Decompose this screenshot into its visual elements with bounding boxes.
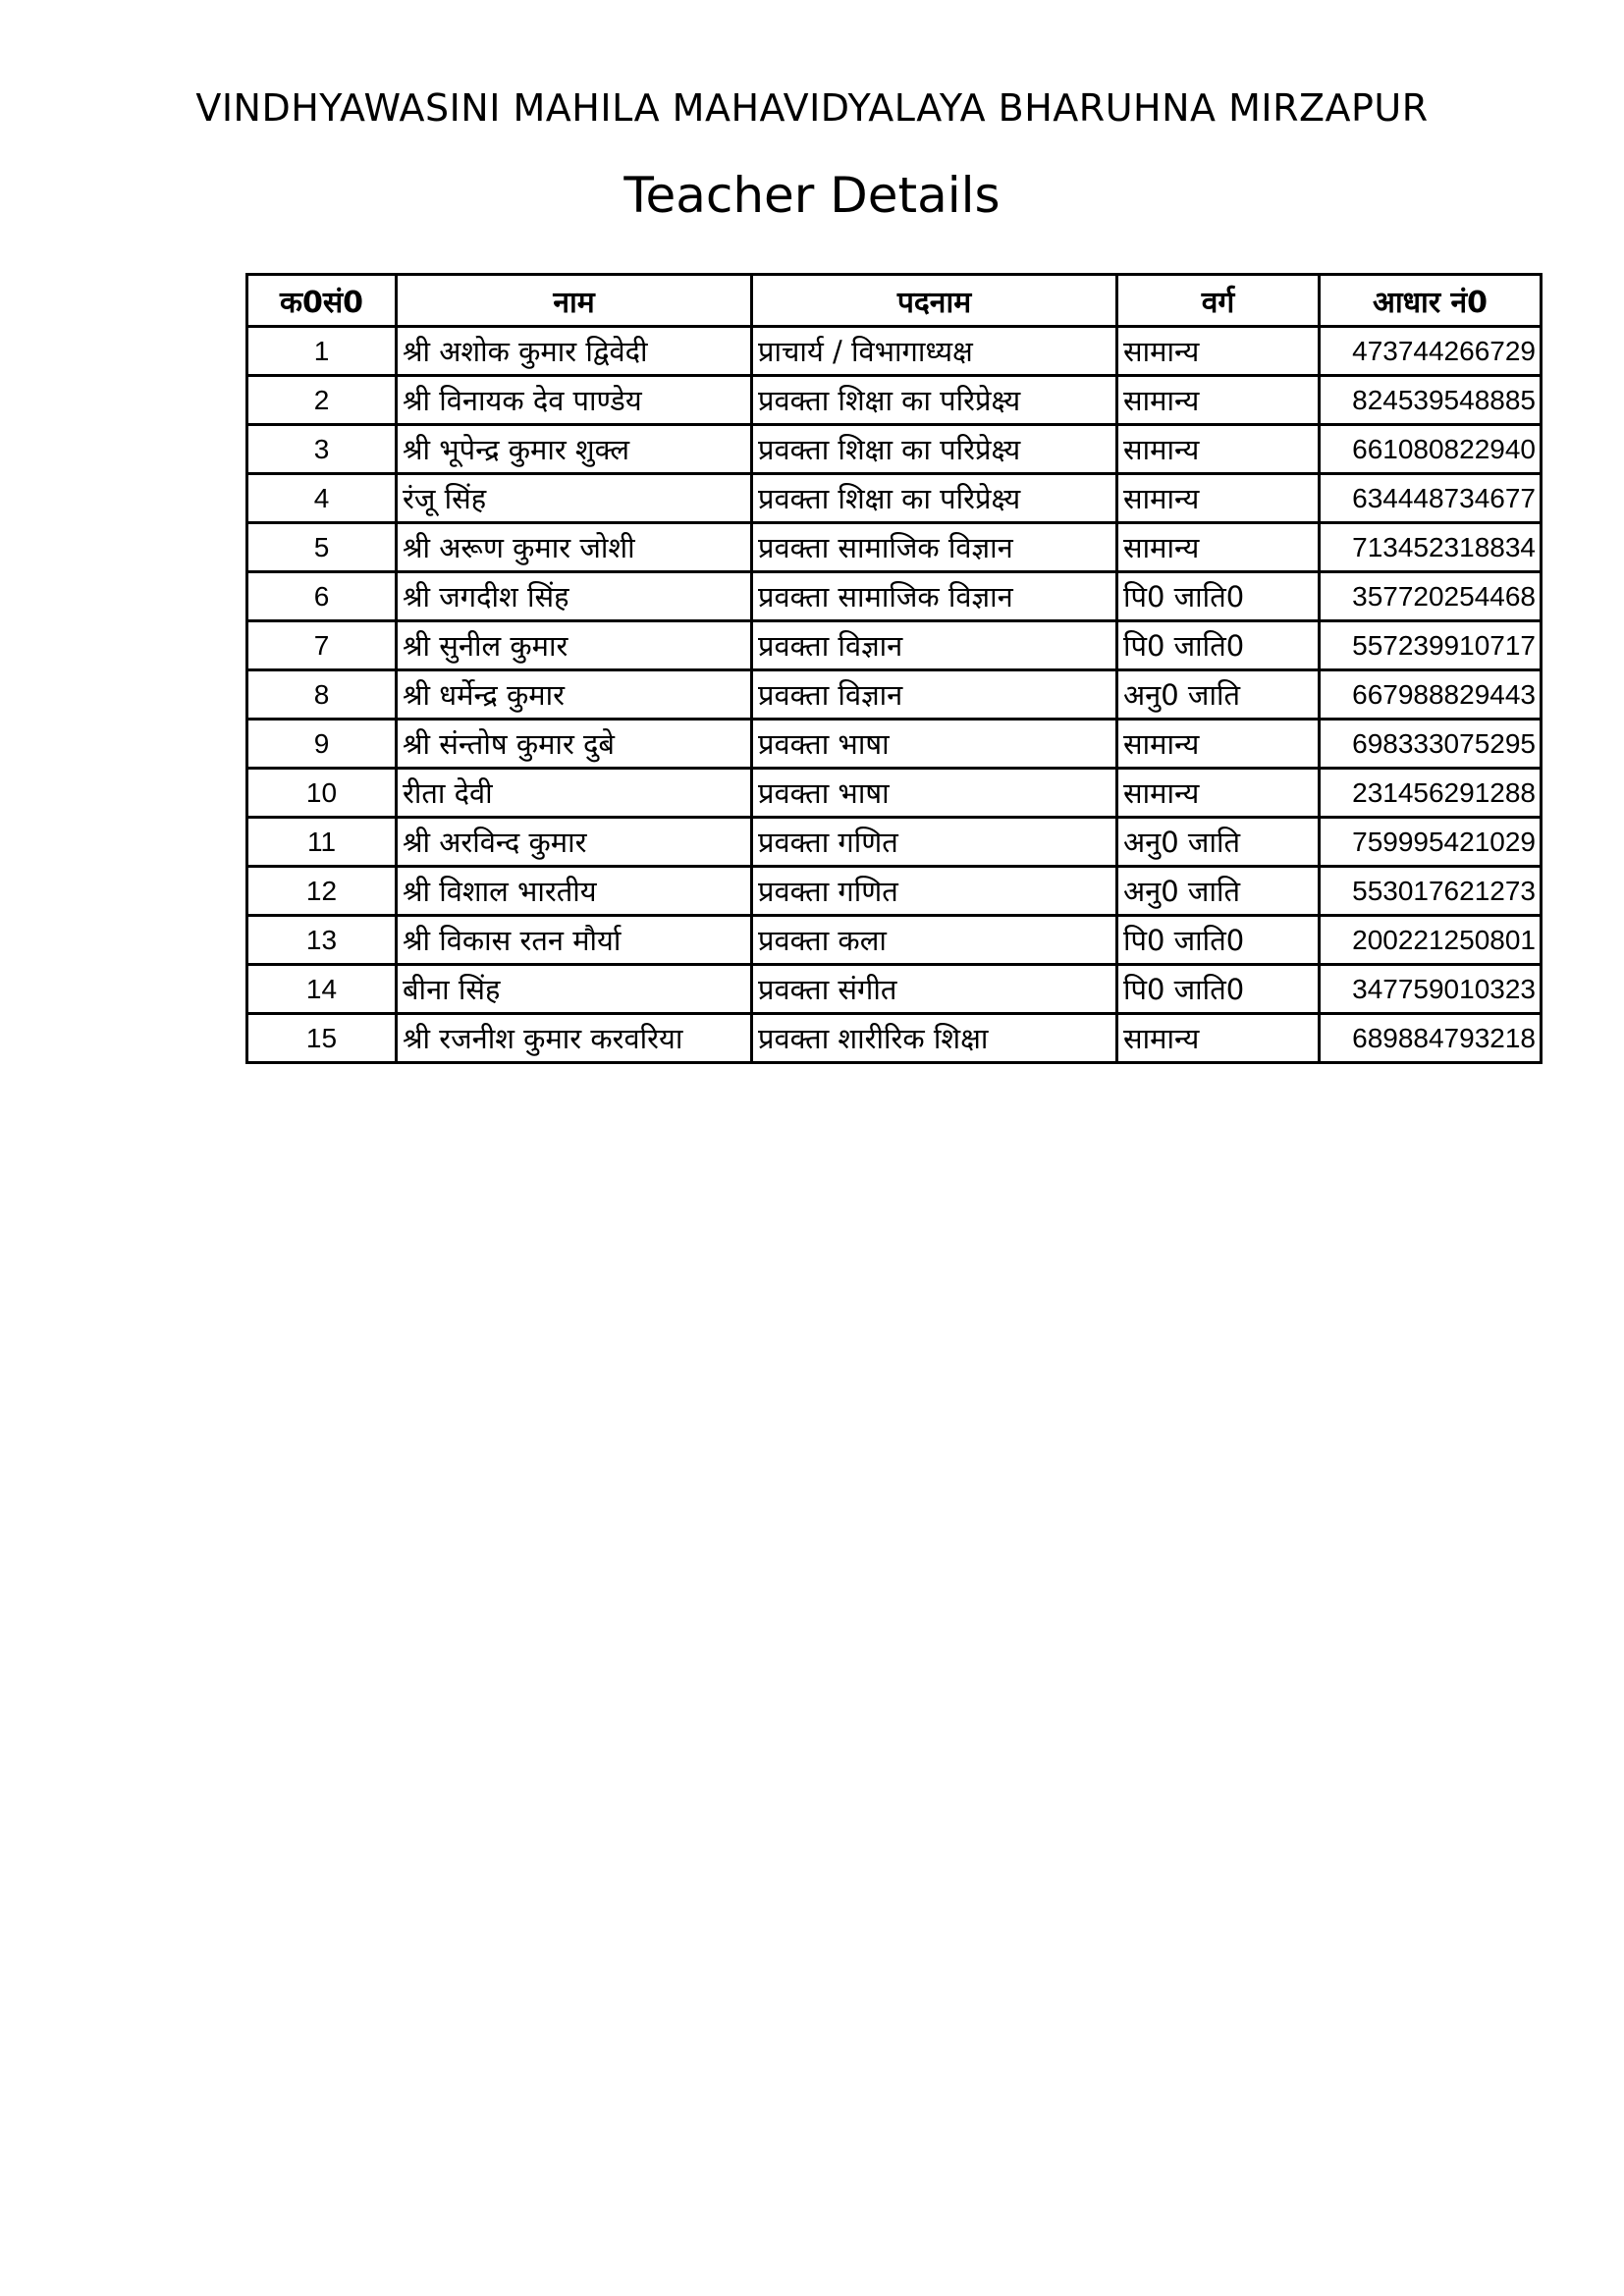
table-row (247, 572, 1542, 621)
name-cell: श्री रजनीश कुमार करवरिया (397, 1014, 752, 1063)
table-row (247, 965, 1542, 1014)
aadhaar-cell: 824539548885 (1320, 376, 1542, 425)
name-cell: श्री अरविन्द कुमार (397, 818, 752, 867)
serial-cell: 8 (247, 670, 397, 720)
name-cell: श्री विनायक देव पाण्डेय (397, 376, 752, 425)
designation-cell: प्रवक्ता कला (752, 916, 1117, 965)
name-cell: श्री अरूण कुमार जोशी (397, 523, 752, 572)
name-cell: श्री विशाल भारतीय (397, 867, 752, 916)
column-header-name: नाम (397, 275, 752, 327)
table-row (247, 916, 1542, 965)
table-row (247, 720, 1542, 769)
serial-cell: 12 (247, 867, 397, 916)
page-title: Teacher Details (623, 167, 1001, 224)
designation-cell: प्राचार्य / विभागाध्यक्ष (752, 327, 1117, 376)
name-cell: श्री सुनील कुमार (397, 621, 752, 670)
aadhaar-cell: 698333075295 (1320, 720, 1542, 769)
serial-cell: 5 (247, 523, 397, 572)
aadhaar-cell: 667988829443 (1320, 670, 1542, 720)
category-cell: अनु0 जाति (1117, 867, 1320, 916)
category-cell: सामान्य (1117, 474, 1320, 523)
name-cell: श्री जगदीश सिंह (397, 572, 752, 621)
aadhaar-cell: 347759010323 (1320, 965, 1542, 1014)
designation-cell: प्रवक्ता संगीत (752, 965, 1117, 1014)
table-row (247, 474, 1542, 523)
column-header-category: वर्ग (1117, 275, 1320, 327)
aadhaar-cell: 231456291288 (1320, 769, 1542, 818)
table-row (247, 769, 1542, 818)
name-cell: श्री विकास रतन मौर्या (397, 916, 752, 965)
name-cell: श्री भूपेन्द्र कुमार शुक्ल (397, 425, 752, 474)
table-row (247, 621, 1542, 670)
aadhaar-cell: 357720254468 (1320, 572, 1542, 621)
designation-cell: प्रवक्ता भाषा (752, 720, 1117, 769)
category-cell: सामान्य (1117, 769, 1320, 818)
aadhaar-cell: 557239910717 (1320, 621, 1542, 670)
designation-cell: प्रवक्ता शारीरिक शिक्षा (752, 1014, 1117, 1063)
category-cell: पि0 जाति0 (1117, 621, 1320, 670)
category-cell: सामान्य (1117, 376, 1320, 425)
designation-cell: प्रवक्ता गणित (752, 818, 1117, 867)
category-cell: अनु0 जाति (1117, 818, 1320, 867)
designation-cell: प्रवक्ता शिक्षा का परिप्रेक्ष्य (752, 376, 1117, 425)
table-row (247, 1014, 1542, 1063)
designation-cell: प्रवक्ता सामाजिक विज्ञान (752, 572, 1117, 621)
designation-cell: प्रवक्ता भाषा (752, 769, 1117, 818)
column-header-designation: पदनाम (752, 275, 1117, 327)
name-cell: श्री संन्तोष कुमार दुबे (397, 720, 752, 769)
category-cell: पि0 जाति0 (1117, 572, 1320, 621)
serial-cell: 11 (247, 818, 397, 867)
designation-cell: प्रवक्ता सामाजिक विज्ञान (752, 523, 1117, 572)
aadhaar-cell: 689884793218 (1320, 1014, 1542, 1063)
name-cell: श्री धर्मेन्द्र कुमार (397, 670, 752, 720)
category-cell: पि0 जाति0 (1117, 916, 1320, 965)
aadhaar-cell: 473744266729 (1320, 327, 1542, 376)
serial-cell: 10 (247, 769, 397, 818)
aadhaar-cell: 759995421029 (1320, 818, 1542, 867)
table-row (247, 818, 1542, 867)
name-cell: रंजू सिंह (397, 474, 752, 523)
table-row (247, 376, 1542, 425)
designation-cell: प्रवक्ता गणित (752, 867, 1117, 916)
name-cell: बीना सिंह (397, 965, 752, 1014)
name-cell: श्री अशोक कुमार द्विवेदी (397, 327, 752, 376)
institution-name: VINDHYAWASINI MAHILA MAHAVIDYALAYA BHARUHNA MIRZAPUR (195, 86, 1429, 130)
table-row (247, 425, 1542, 474)
name-cell: रीता देवी (397, 769, 752, 818)
serial-cell: 9 (247, 720, 397, 769)
serial-cell: 7 (247, 621, 397, 670)
table-row (247, 523, 1542, 572)
category-cell: सामान्य (1117, 523, 1320, 572)
table-header-row (247, 275, 1542, 327)
aadhaar-cell: 553017621273 (1320, 867, 1542, 916)
serial-cell: 4 (247, 474, 397, 523)
serial-cell: 1 (247, 327, 397, 376)
aadhaar-cell: 200221250801 (1320, 916, 1542, 965)
designation-cell: प्रवक्ता विज्ञान (752, 621, 1117, 670)
serial-cell: 6 (247, 572, 397, 621)
serial-cell: 15 (247, 1014, 397, 1063)
aadhaar-cell: 713452318834 (1320, 523, 1542, 572)
category-cell: सामान्य (1117, 1014, 1320, 1063)
table-row (247, 670, 1542, 720)
serial-cell: 3 (247, 425, 397, 474)
category-cell: अनु0 जाति (1117, 670, 1320, 720)
aadhaar-cell: 634448734677 (1320, 474, 1542, 523)
serial-cell: 14 (247, 965, 397, 1014)
category-cell: सामान्य (1117, 720, 1320, 769)
designation-cell: प्रवक्ता शिक्षा का परिप्रेक्ष्य (752, 425, 1117, 474)
serial-cell: 13 (247, 916, 397, 965)
column-header-serial: क0सं0 (247, 275, 397, 327)
teacher-table (245, 273, 1543, 1064)
category-cell: सामान्य (1117, 327, 1320, 376)
category-cell: सामान्य (1117, 425, 1320, 474)
designation-cell: प्रवक्ता शिक्षा का परिप्रेक्ष्य (752, 474, 1117, 523)
table-row (247, 867, 1542, 916)
column-header-aadhaar: आधार नं0 (1320, 275, 1542, 327)
table-row (247, 327, 1542, 376)
designation-cell: प्रवक्ता विज्ञान (752, 670, 1117, 720)
aadhaar-cell: 661080822940 (1320, 425, 1542, 474)
serial-cell: 2 (247, 376, 397, 425)
category-cell: पि0 जाति0 (1117, 965, 1320, 1014)
